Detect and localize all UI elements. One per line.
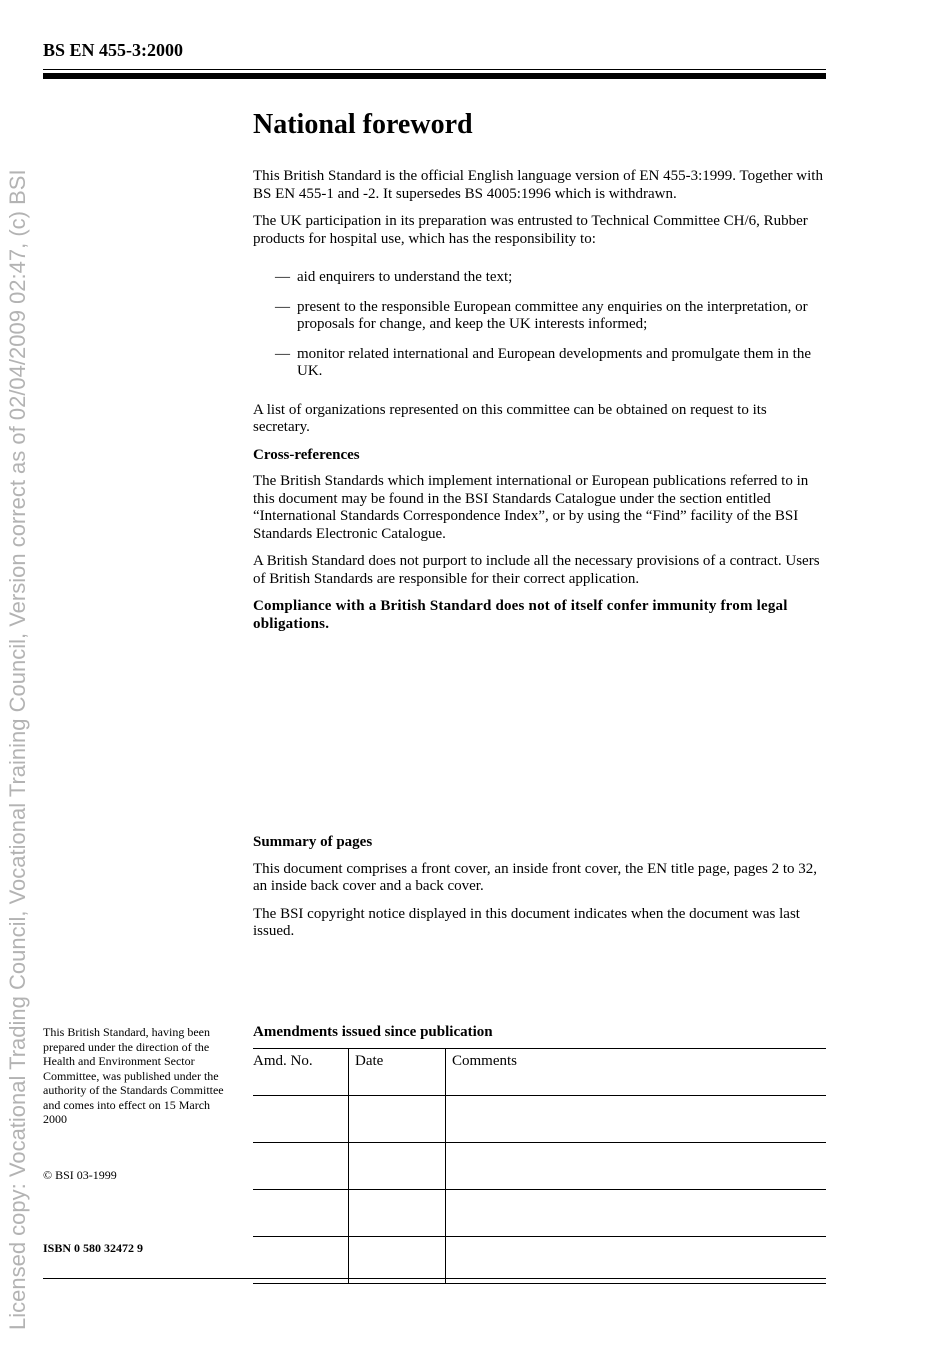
list-item-text: present to the responsible European committee any enquiries on the interpretation, or proposals for change, and keep the UK interests informed; (297, 298, 808, 332)
responsibilities-list (253, 269, 827, 381)
foreword-paragraph-4: The British Standards which implement international or European publications referred to in this document may be found in the BSI Standards Catalogue under the section entitled “International Standards Correspondence Index”, or by using the “Find” facility of the BSI Standards Electronic Catalogue. (253, 473, 809, 542)
standard-code: BS EN 455-3:2000 (43, 40, 184, 60)
summary-paragraph-1: This document comprises a front cover, an inside front cover, the EN title page, pages 2 to 32, an inside back cover and a back cover. (253, 860, 818, 894)
dash-bullet: — (275, 345, 290, 362)
table-header-row (253, 1049, 826, 1096)
publication-note: This British Standard, having been prepared under the direction of the Health and Environment Sector Committee, was published under the authority of the Standards Committee and comes into effect on 15 March 2000 (43, 1025, 224, 1126)
list-item-text: aid enquirers to understand the text; (297, 269, 513, 285)
table-row (253, 1096, 826, 1143)
list-item (253, 346, 827, 381)
list-item (253, 269, 827, 287)
copyright-notice: © BSI 03-1999 (43, 1168, 117, 1182)
list-item-text: monitor related international and European developments and promulgate them in the UK. (297, 345, 812, 379)
dash-bullet: — (275, 269, 290, 285)
license-watermark (4, 0, 54, 1345)
summary-of-pages (253, 834, 827, 951)
column-header-amd-no: Amd. No. (253, 1049, 349, 1096)
foreword-paragraph-3: A list of organizations represented on this committee can be obtained on request to its secretary. (253, 401, 767, 435)
amendments-heading: Amendments issued since publication (253, 1024, 493, 1040)
column-header-comments: Comments (446, 1049, 827, 1096)
table-row (253, 1143, 826, 1190)
cross-references-heading: Cross-references (253, 446, 360, 463)
table-row (253, 1237, 826, 1284)
page-title: National foreword (253, 109, 473, 140)
summary-paragraph-2: The BSI copyright notice displayed in this document indicates when the document was last issued. (253, 905, 800, 939)
list-item (253, 299, 827, 334)
foreword-paragraph-5: A British Standard does not purport to include all the necessary provisions of a contract. Users of British Standards are responsible for their correct application. (253, 553, 820, 587)
compliance-notice: Compliance with a British Standard does not of itself confer immunity from legal obligations. (253, 598, 788, 632)
national-foreword (253, 108, 827, 643)
isbn: ISBN 0 580 32472 9 (43, 1241, 144, 1255)
header-rule-thin (43, 69, 826, 70)
foreword-paragraph-2: The UK participation in its preparation was entrusted to Technical Committee CH/6, Rubber products for hospital use, which has the responsibility to: (253, 213, 808, 247)
dash-bullet: — (275, 298, 290, 315)
foreword-paragraph-1: This British Standard is the official English language version of EN 455-3:1999. Together with BS EN 455-1 and -2. It supersedes BS 4005:1996 which is withdrawn. (253, 168, 823, 202)
footer-rule (43, 1278, 826, 1279)
summary-heading: Summary of pages (253, 834, 373, 850)
amendments-table (253, 1048, 826, 1284)
table-row (253, 1190, 826, 1237)
watermark-text: Licensed copy: Vocational Trading Council, Vocational Training Council, Version correct as of 02/04/2009 02:47, (c) BSI (5, 169, 30, 1330)
column-header-date: Date (349, 1049, 446, 1096)
header-rule-thick (43, 73, 826, 79)
